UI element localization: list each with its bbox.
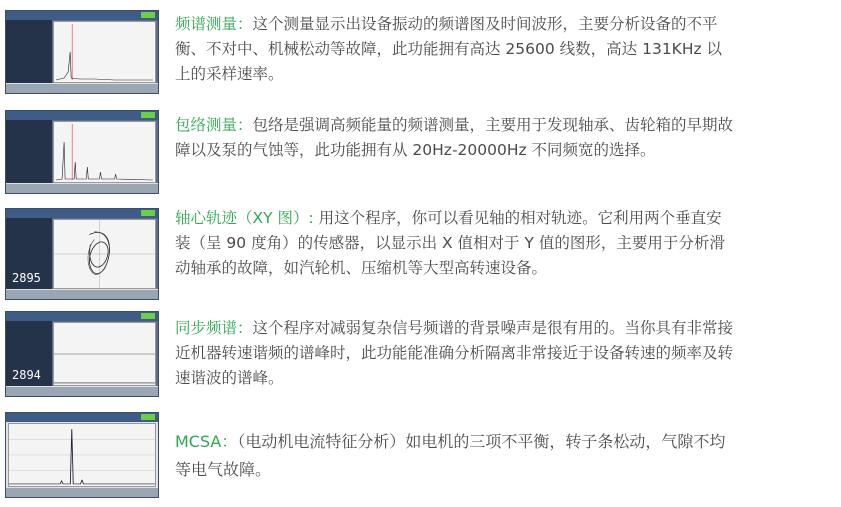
mcsa-screenshot: [5, 412, 159, 498]
envelope-body: 包络是强调高频能量的频谱测量，主要用于发现轴承、齿轮箱的早期故障以及泵的气蚀等，此功能拥有从 20Hz-20000Hz 不同频宽的选择。: [175, 116, 734, 159]
spectrum-separator: ：: [237, 15, 253, 33]
mcsa-description: [175, 428, 735, 484]
orbit-screenshot: [5, 208, 159, 300]
sync-keyword: 同步频谱: [175, 319, 238, 337]
mcsa-separator: ：: [221, 432, 238, 451]
spectrum-description: [175, 12, 735, 87]
spectrum-body: 这个测量显示出设备振动的频谱图及时间波形，主要分析设备的不平衡、不对中、机械松动等故障，此功能拥有高达 25600 线数，高达 131KHz 以上的采样速率。: [175, 15, 723, 83]
orbit-readout: 2895: [12, 271, 41, 285]
sync-screenshot: [5, 311, 159, 397]
spectrum-keyword: 频谱测量: [175, 15, 238, 33]
orbit-separator: :: [308, 209, 314, 227]
sync-body: 这个程序对减弱复杂信号频谱的背景噪声是很有用的。当你具有非常接近机器转速谐频的谱峰时，此功能能准确分析隔离非常接近于设备转速的频率及转速谐波的谱峰。: [175, 319, 734, 387]
sync-readout: 2894: [12, 368, 41, 382]
orbit-keyword: 轴心轨迹（XY 图）: [175, 209, 309, 227]
spectrum-screenshot: [5, 10, 159, 94]
envelope-description: [175, 113, 735, 163]
mcsa-keyword: MCSA: [175, 432, 222, 451]
envelope-keyword: 包络测量: [175, 116, 238, 134]
sync-separator: ：: [237, 319, 253, 337]
orbit-body: 用这个程序，你可以看见轴的相对轨迹。它利用两个垂直安装（呈 90 度角）的传感器，以显示出 X 值相对于 Y 值的图形，主要用于分析滑动轴承的故障，如汽轮机、压缩机等大型高转速设备。: [175, 209, 725, 277]
envelope-screenshot: [5, 110, 159, 194]
envelope-separator: ：: [237, 116, 253, 134]
orbit-description: [175, 206, 735, 281]
sync-description: [175, 316, 735, 391]
mcsa-body: （电动机电流特征分析）如电机的三项不平衡，转子条松动，气隙不均等电气故障。: [175, 432, 726, 479]
